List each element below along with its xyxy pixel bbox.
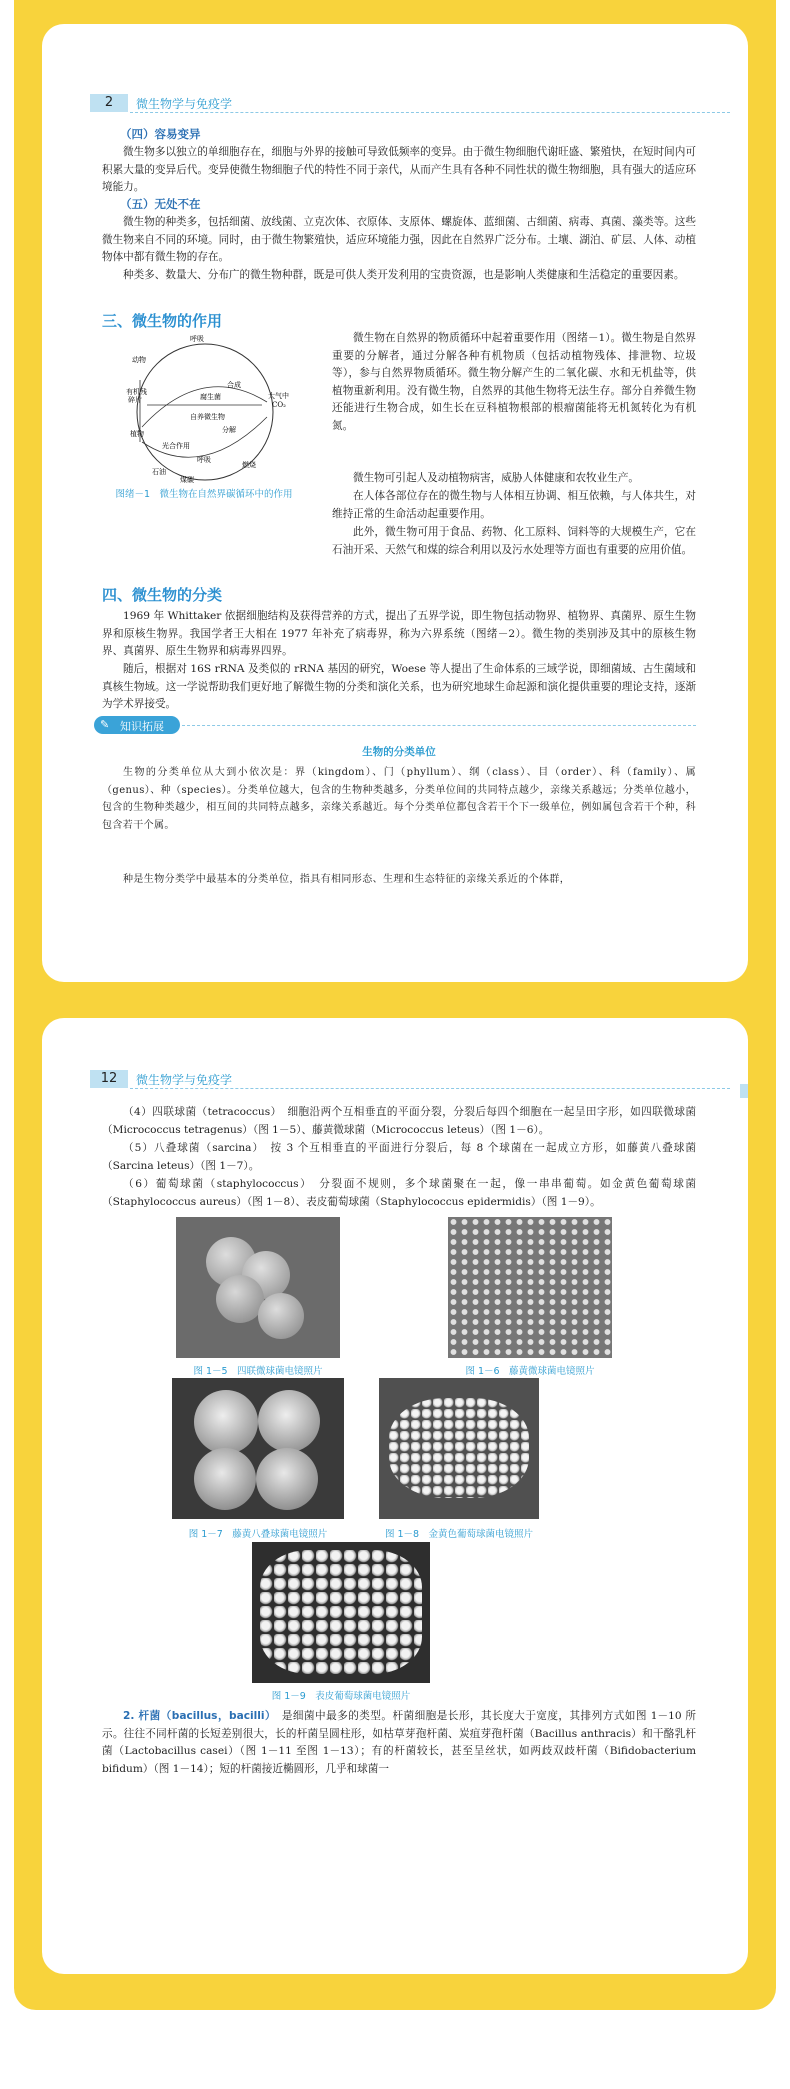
- book-title: 微生物学与免疫学: [136, 1073, 233, 1087]
- diagram-label: 大气中: [268, 392, 289, 400]
- book-title: 微生物学与免疫学: [136, 97, 233, 111]
- knowledge-badge: [94, 716, 180, 734]
- diagram-label: 碎片: [128, 396, 142, 404]
- paragraph: （5）八叠球菌（sarcina） 按 3 个互相垂直的平面进行分裂后，每 8 个球菌在一起成立方形，如藤黄八叠球菌（Sarcina leteus）（图 1－7）。: [102, 1142, 696, 1172]
- figure-caption: 图 1－8 金黄色葡萄球菌电镜照片: [384, 1529, 534, 1540]
- paragraph: （4）四联球菌（tetracoccus） 细胞沿两个互相垂直的平面分裂，分裂后每四个细胞在一起呈田字形，如四联微球菌（Micrococcus tetragenus）（图 1－5）、藤黄微球菌（Micrococcus leteus）（图 1－6）。: [102, 1106, 696, 1136]
- paragraph: （6）葡萄球菌（staphylococcus） 分裂面不规则，多个球菌聚在一起，像一串串葡萄。如金黄色葡萄球菌（Staphylococcus aureus）（图 1－8）、表皮葡萄球菌（Staphylococcus epidermidis）（图 1－9）。: [102, 1178, 696, 1208]
- page-1: [42, 24, 748, 982]
- paragraph: 种类多、数量大、分布广的微生物种群，既是可供人类开发利用的宝贵资源，也是影响人类健康和生活稳定的重要因素。: [123, 269, 685, 281]
- page-number: 12: [90, 1070, 128, 1088]
- knowledge-title: 生物的分类单位: [362, 746, 436, 758]
- page-header: [90, 92, 730, 114]
- figure-caption: 图绪－1 微生物在自然界碳循环中的作用: [115, 489, 293, 500]
- knowledge-badge-label: 知识拓展: [120, 720, 164, 733]
- paragraph: 随后，根据对 16S rRNA 及类似的 rRNA 基因的研究，Woese 等人提出了生命体系的三域学说，即细菌域、古生菌域和真核生物域。这一学说帮助我们更好地了解微生物的分类和演化关系，也为研究地球生命起源和演化提供重要的理论支持，逐渐为学术界接受。: [102, 663, 696, 710]
- bacilli-text: 是细菌中最多的类型。杆菌细胞是长形，其长度大于宽度，其排列方式如图 1－10 所示。往往不同杆菌的长短差别很大，长的杆菌呈圆柱形，如枯草芽孢杆菌、炭疽芽孢杆菌（Bacillus anthracis）和干酪乳杆菌（Lactobacillus casei）（图 1－11 至图 1－13）；有的杆菌较长，甚至呈丝状，如两歧双歧杆菌（Bifidobacterium bifidum）（图 1－14）；短的杆菌接近椭圆形，几乎和球菌一: [102, 1710, 696, 1775]
- micrograph-staphylococcus-epidermidis: [252, 1542, 430, 1683]
- pen-icon: ✎: [100, 718, 110, 731]
- micrograph-tetracoccus: [176, 1217, 340, 1358]
- subsection-title: （四）容易变异: [120, 127, 201, 141]
- diagram-label: 光合作用: [162, 442, 190, 450]
- section-title: 四、微生物的分类: [102, 586, 223, 604]
- paragraph: 在人体各部位存在的微生物与人体相互协调、相互依赖，与人体共生，对维持正常的生命活动起重要作用。: [332, 490, 696, 520]
- diagram-label: 腐生菌: [200, 393, 221, 401]
- figure-caption: 图 1－9 表皮葡萄球菌电镜照片: [271, 1691, 411, 1702]
- header-divider: [130, 1088, 730, 1089]
- diagram-label: 植物: [130, 430, 144, 438]
- diagram-label: 石油: [152, 468, 166, 476]
- paragraph: 微生物多以独立的单细胞存在，细胞与外界的接触可导致低频率的变异。由于微生物细胞代谢旺盛、繁殖快，在短时间内可积累大量的变异后代。变异使微生物细胞子代的特性不同于亲代，从而产生具有各种不同性状的微生物细胞，具有强大的适应环境能力。: [102, 146, 696, 193]
- paragraph: 1969 年 Whittaker 依据细胞结构及获得营养的方式，提出了五界学说，即生物包括动物界、植物界、真菌界、原生生物界和原核生物界。我国学者王大相在 1977 年补充了病毒界，称为六界系统（图绪－2）。微生物的类别涉及其中的原核生物界、真菌界、原生生物界和病毒界四界。: [102, 610, 696, 657]
- header-divider: [130, 112, 730, 113]
- page-tab-marker: [740, 1084, 748, 1098]
- section-title: 三、微生物的作用: [102, 312, 223, 330]
- page-header: [90, 1068, 730, 1090]
- diagram-label: 自养微生物: [190, 413, 225, 421]
- micrograph-micrococcus-leteus: [448, 1217, 612, 1358]
- diagram-label: 动物: [132, 356, 146, 364]
- paragraph: 生物的分类单位从大到小依次是：界（kingdom）、门（phyllum）、纲（class）、目（order）、科（family）、属（genus）、种（species）。分类单位越大，包含的生物种类越多，分类单位间的共同特点越少，亲缘关系越远；分类单位越小，包含的生物种类越少，相互间的共同特点越多，亲缘关系越近。每个分类单位都包含若干个下一级单位，例如属包含若干个种，科包含若干个属。: [102, 767, 696, 831]
- diagram-label: 分解: [222, 426, 236, 434]
- paragraph: [102, 1708, 696, 1778]
- diagram-label: 燃烧: [242, 461, 256, 469]
- diagram-label: 煤碳: [180, 476, 194, 484]
- diagram-label: 合成: [227, 381, 241, 389]
- diagram-label: 呼吸: [190, 335, 204, 343]
- figure-caption: 图 1－7 藤黄八叠球菌电镜照片: [188, 1529, 328, 1540]
- paragraph: 种是生物分类学中最基本的分类单位，指具有相同形态、生理和生态特征的亲缘关系近的个体群，: [123, 874, 571, 885]
- paragraph: 微生物在自然界的物质循环中起着重要作用（图绪－1）。微生物是自然界重要的分解者，通过分解各种有机物质（包括动植物残体、排泄物、垃圾等），参与自然界物质循环。微生物分解产生的二氧化碳、水和无机盐等，供植物重新利用。没有微生物，自然界的其他生物将无法生存。部分自养微生物还能进行生物合成，如生长在豆科植物根部的根瘤菌能将无机氮转化为有机氮。: [332, 332, 696, 432]
- diagram-label: 呼吸: [197, 456, 211, 464]
- micrograph-sarcina: [172, 1378, 344, 1519]
- page-2: [42, 1018, 748, 1974]
- subsection-title: （五）无处不在: [120, 197, 201, 211]
- diagram-label: 有机残: [126, 388, 147, 396]
- knowledge-divider: [182, 725, 696, 726]
- figure-caption: 图 1－5 四联微球菌电镜照片: [193, 1366, 323, 1377]
- paragraph: 微生物可引起人及动植物病害，威胁人体健康和农牧业生产。: [353, 472, 640, 484]
- paragraph: 此外，微生物可用于食品、药物、化工原料、饲料等的大规模生产，它在石油开采、天然气和煤的综合利用以及污水处理等方面也有重要的应用价值。: [332, 526, 696, 556]
- carbon-cycle-diagram: [102, 332, 307, 488]
- diagram-label: CO₂: [272, 401, 286, 409]
- page-number: 2: [90, 94, 128, 112]
- paragraph: 微生物的种类多，包括细菌、放线菌、立克次体、衣原体、支原体、螺旋体、蓝细菌、古细菌、病毒、真菌、藻类等。这些微生物来自不同的环境。同时，由于微生物繁殖快，适应环境能力强，因此在自然界广泛分布。土壤、湖泊、矿层、人体、动植物体中都有微生物的存在。: [102, 216, 696, 263]
- flow-arrow: [142, 417, 267, 457]
- bacilli-title: 2. 杆菌（bacillus，bacilli）: [123, 1710, 271, 1722]
- micrograph-staphylococcus-aureus: [379, 1378, 539, 1519]
- figure-caption: 图 1－6 藤黄微球菌电镜照片: [465, 1366, 595, 1377]
